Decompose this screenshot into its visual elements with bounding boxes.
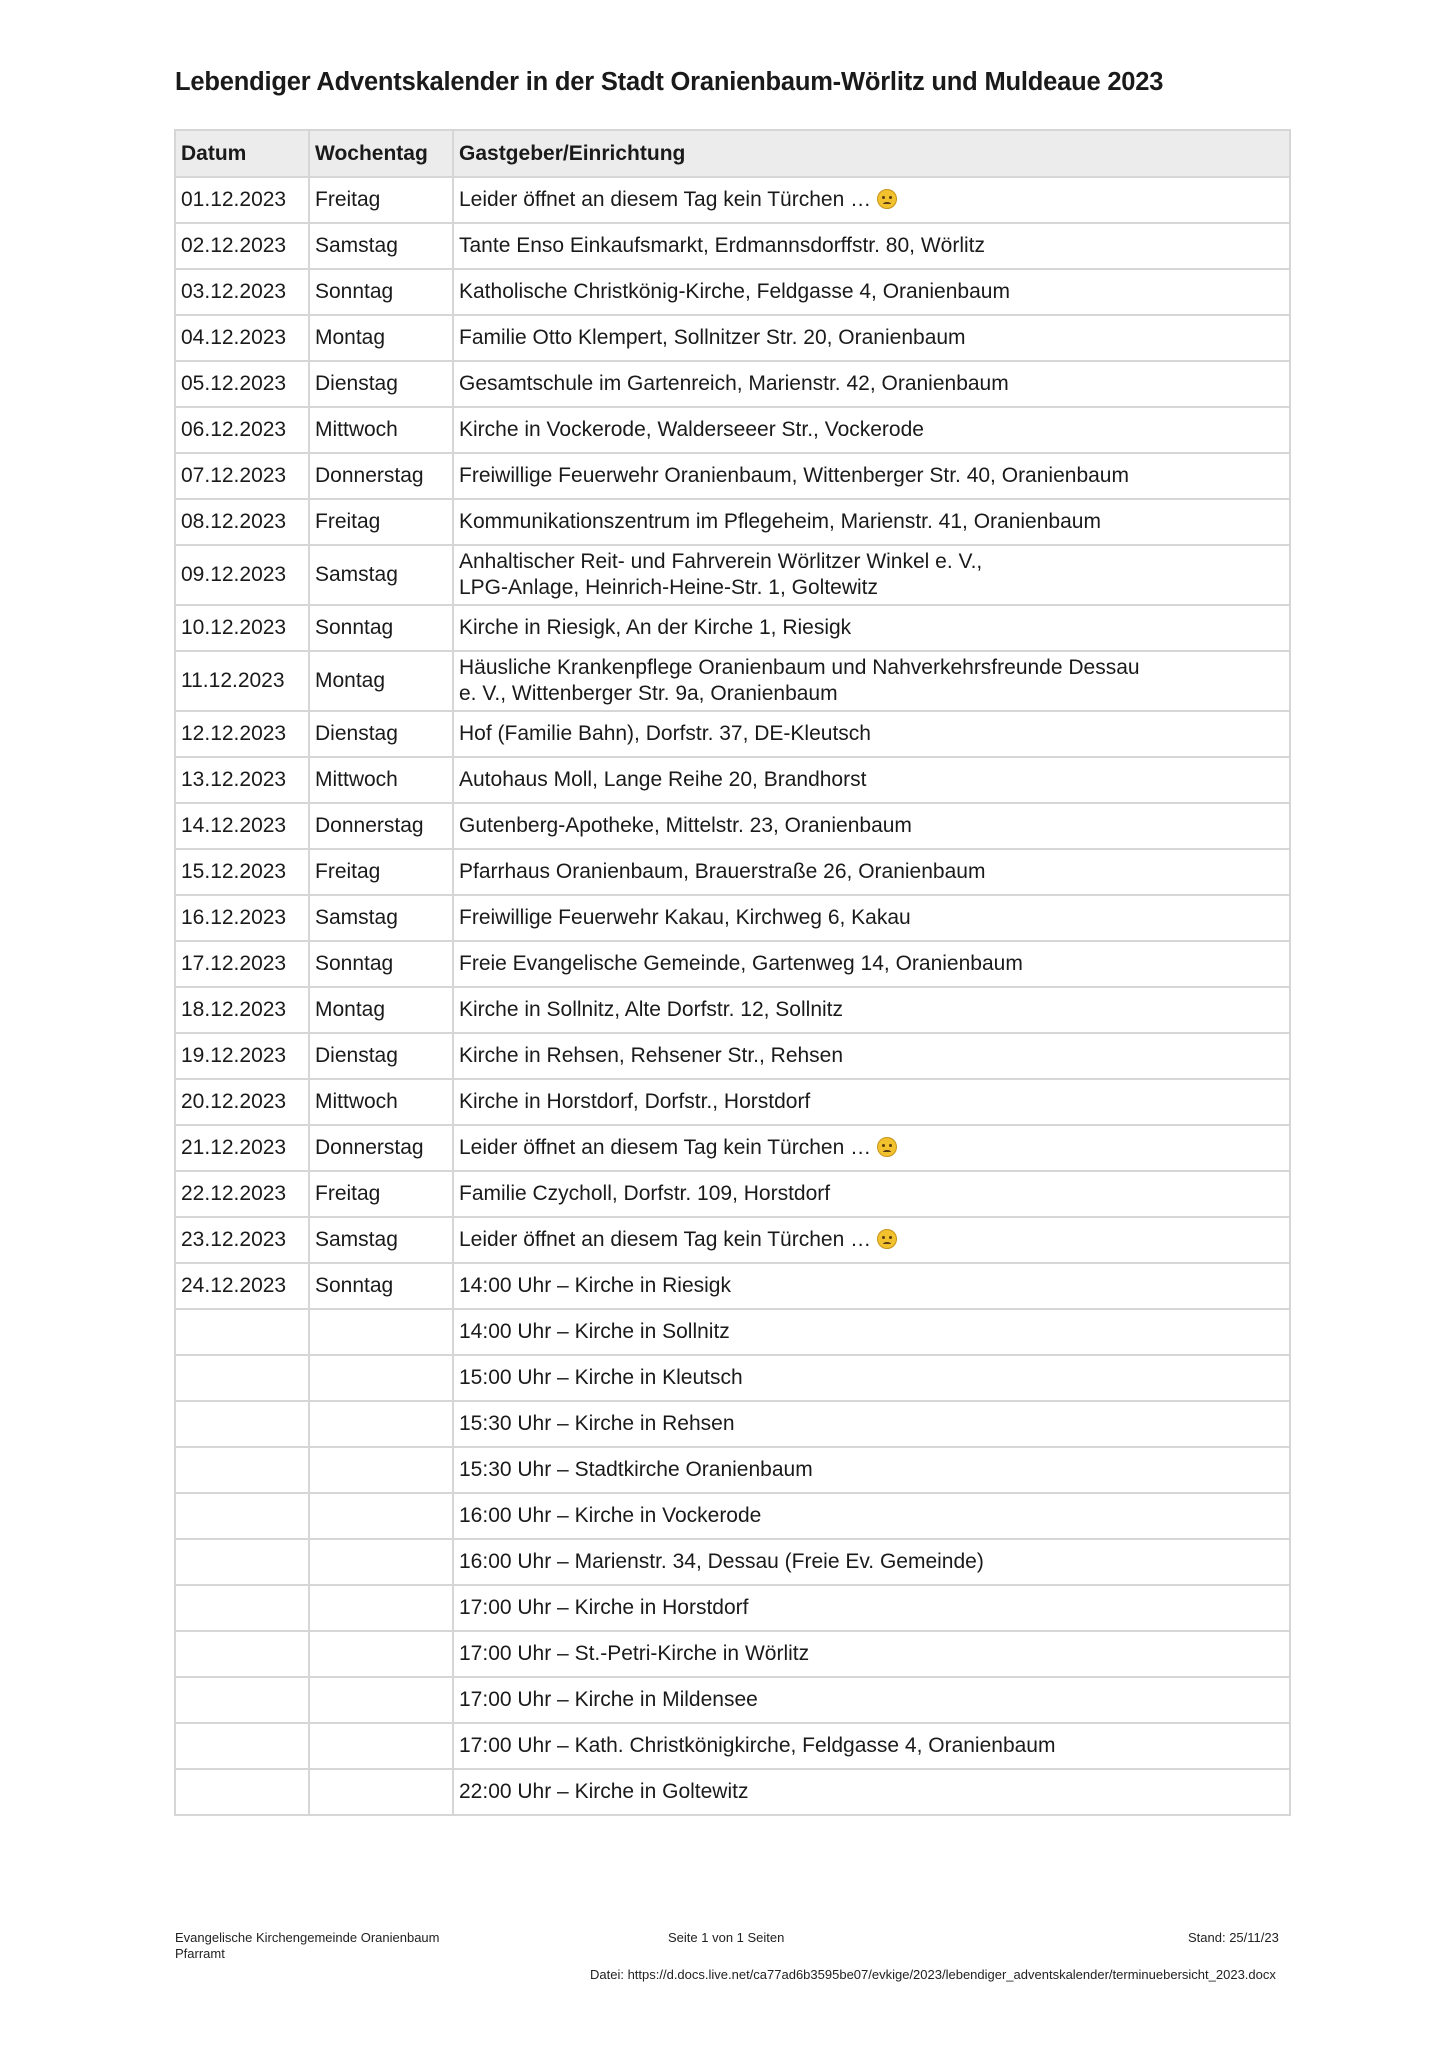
cell-weekday: Montag <box>309 315 453 361</box>
host-text: Pfarrhaus Oranienbaum, Brauerstraße 26, Oranienbaum <box>459 860 986 883</box>
cell-host <box>453 1677 1290 1723</box>
footer-status-date: Stand: 25/11/23 <box>1188 1930 1279 1945</box>
cell-date: 13.12.2023 <box>175 757 309 803</box>
cell-date: 24.12.2023 <box>175 1263 309 1309</box>
cell-host <box>453 1585 1290 1631</box>
cell-host <box>453 1309 1290 1355</box>
cell-host <box>453 1263 1290 1309</box>
cell-weekday: Samstag <box>309 545 453 605</box>
cell-date: 15.12.2023 <box>175 849 309 895</box>
table-header-row <box>175 130 1290 177</box>
cell-date: 14.12.2023 <box>175 803 309 849</box>
cell-host <box>453 803 1290 849</box>
cell-host <box>453 1125 1290 1171</box>
column-header-host: Gastgeber/Einrichtung <box>453 130 1290 177</box>
cell-weekday <box>309 1309 453 1355</box>
host-text: Hof (Familie Bahn), Dorfstr. 37, DE-Kleutsch <box>459 722 871 745</box>
table-row <box>175 1355 1290 1401</box>
host-text: Kirche in Riesigk, An der Kirche 1, Riesigk <box>459 616 852 639</box>
table-row <box>175 1079 1290 1125</box>
cell-date <box>175 1677 309 1723</box>
cell-weekday: Montag <box>309 987 453 1033</box>
cell-host <box>453 315 1290 361</box>
cell-date: 10.12.2023 <box>175 605 309 651</box>
cell-date <box>175 1539 309 1585</box>
cell-date: 12.12.2023 <box>175 711 309 757</box>
cell-host <box>453 361 1290 407</box>
cell-weekday: Freitag <box>309 177 453 223</box>
cell-weekday: Samstag <box>309 1217 453 1263</box>
cell-host <box>453 651 1290 711</box>
host-text: Kirche in Vockerode, Walderseeer Str., Vockerode <box>459 418 924 441</box>
cell-host <box>453 177 1290 223</box>
table-row <box>175 1033 1290 1079</box>
table-row <box>175 1585 1290 1631</box>
host-text: 17:00 Uhr – St.-Petri-Kirche in Wörlitz <box>459 1642 810 1665</box>
cell-host <box>453 1539 1290 1585</box>
cell-date <box>175 1723 309 1769</box>
table-row <box>175 453 1290 499</box>
cell-date: 09.12.2023 <box>175 545 309 605</box>
host-text-line2: LPG-Anlage, Heinrich-Heine-Str. 1, Goltewitz <box>459 576 879 599</box>
cell-weekday: Mittwoch <box>309 407 453 453</box>
cell-date <box>175 1309 309 1355</box>
cell-weekday <box>309 1585 453 1631</box>
table-row <box>175 499 1290 545</box>
table-row <box>175 1631 1290 1677</box>
table-row <box>175 407 1290 453</box>
sad-face-icon <box>877 189 897 209</box>
host-text: Leider öffnet an diesem Tag kein Türchen … <box>459 188 872 211</box>
cell-host <box>453 407 1290 453</box>
cell-date <box>175 1631 309 1677</box>
table-row <box>175 711 1290 757</box>
cell-weekday: Freitag <box>309 849 453 895</box>
host-text: Leider öffnet an diesem Tag kein Türchen … <box>459 1228 872 1251</box>
table-row <box>175 1125 1290 1171</box>
table-row <box>175 1401 1290 1447</box>
host-text: Anhaltischer Reit- und Fahrverein Wörlitzer Winkel e. V., <box>459 550 983 573</box>
cell-weekday <box>309 1677 453 1723</box>
cell-weekday <box>309 1769 453 1815</box>
host-text: 16:00 Uhr – Marienstr. 34, Dessau (Freie Ev. Gemeinde) <box>459 1550 984 1573</box>
host-text: Tante Enso Einkaufsmarkt, Erdmannsdorffstr. 80, Wörlitz <box>459 234 985 257</box>
host-text: 14:00 Uhr – Kirche in Riesigk <box>459 1274 731 1297</box>
cell-host <box>453 1217 1290 1263</box>
cell-host <box>453 987 1290 1033</box>
cell-weekday: Sonntag <box>309 605 453 651</box>
cell-host <box>453 1447 1290 1493</box>
cell-date <box>175 1493 309 1539</box>
cell-date: 16.12.2023 <box>175 895 309 941</box>
footer-organization <box>175 1930 440 1962</box>
table-row <box>175 223 1290 269</box>
table-row <box>175 803 1290 849</box>
table-body <box>175 177 1290 1815</box>
cell-date: 06.12.2023 <box>175 407 309 453</box>
host-text: 17:00 Uhr – Kath. Christkönigkirche, Feldgasse 4, Oranienbaum <box>459 1734 1056 1757</box>
table-row <box>175 1447 1290 1493</box>
host-text: Autohaus Moll, Lange Reihe 20, Brandhorst <box>459 768 867 791</box>
table-row <box>175 895 1290 941</box>
table-row <box>175 177 1290 223</box>
footer-org-name: Evangelische Kirchengemeinde Oranienbaum <box>175 1930 440 1945</box>
document-title: Lebendiger Adventskalender in der Stadt Oranienbaum-Wörlitz und Muldeaue 2023 <box>175 68 1164 96</box>
host-text: 16:00 Uhr – Kirche in Vockerode <box>459 1504 762 1527</box>
host-text: 15:30 Uhr – Stadtkirche Oranienbaum <box>459 1458 813 1481</box>
table-row <box>175 361 1290 407</box>
table-row <box>175 605 1290 651</box>
cell-date: 08.12.2023 <box>175 499 309 545</box>
cell-weekday <box>309 1447 453 1493</box>
cell-host <box>453 1723 1290 1769</box>
cell-weekday: Samstag <box>309 223 453 269</box>
cell-host <box>453 545 1290 605</box>
cell-date: 17.12.2023 <box>175 941 309 987</box>
cell-weekday: Dienstag <box>309 711 453 757</box>
cell-weekday <box>309 1493 453 1539</box>
cell-weekday <box>309 1355 453 1401</box>
table-row <box>175 1769 1290 1815</box>
table-row <box>175 269 1290 315</box>
cell-weekday: Freitag <box>309 499 453 545</box>
cell-weekday: Sonntag <box>309 1263 453 1309</box>
column-header-date: Datum <box>175 130 309 177</box>
host-text: Kirche in Rehsen, Rehsener Str., Rehsen <box>459 1044 844 1067</box>
cell-host <box>453 711 1290 757</box>
table-row <box>175 1309 1290 1355</box>
table-row <box>175 1263 1290 1309</box>
cell-host <box>453 1171 1290 1217</box>
host-text: Freie Evangelische Gemeinde, Gartenweg 14, Oranienbaum <box>459 952 1023 975</box>
footer-page-info: Seite 1 von 1 Seiten <box>668 1930 785 1945</box>
cell-date <box>175 1355 309 1401</box>
host-text: Familie Otto Klempert, Sollnitzer Str. 20, Oranienbaum <box>459 326 966 349</box>
cell-host <box>453 1631 1290 1677</box>
host-text: Freiwillige Feuerwehr Kakau, Kirchweg 6, Kakau <box>459 906 911 929</box>
cell-host <box>453 1355 1290 1401</box>
cell-weekday: Donnerstag <box>309 803 453 849</box>
cell-date: 02.12.2023 <box>175 223 309 269</box>
cell-host <box>453 1033 1290 1079</box>
table-row <box>175 1217 1290 1263</box>
host-text: 15:30 Uhr – Kirche in Rehsen <box>459 1412 735 1435</box>
cell-weekday: Mittwoch <box>309 757 453 803</box>
cell-weekday: Sonntag <box>309 941 453 987</box>
table-row <box>175 1171 1290 1217</box>
host-text: Freiwillige Feuerwehr Oranienbaum, Wittenberger Str. 40, Oranienbaum <box>459 464 1129 487</box>
cell-date: 18.12.2023 <box>175 987 309 1033</box>
cell-weekday <box>309 1631 453 1677</box>
cell-date <box>175 1769 309 1815</box>
table-row <box>175 1493 1290 1539</box>
host-text: 15:00 Uhr – Kirche in Kleutsch <box>459 1366 743 1389</box>
cell-weekday: Donnerstag <box>309 453 453 499</box>
column-header-weekday: Wochentag <box>309 130 453 177</box>
cell-host <box>453 895 1290 941</box>
sad-face-icon <box>877 1137 897 1157</box>
cell-date: 03.12.2023 <box>175 269 309 315</box>
table-row <box>175 849 1290 895</box>
table-row <box>175 315 1290 361</box>
cell-weekday: Donnerstag <box>309 1125 453 1171</box>
table-row <box>175 545 1290 605</box>
cell-weekday <box>309 1539 453 1585</box>
cell-date: 22.12.2023 <box>175 1171 309 1217</box>
cell-host <box>453 223 1290 269</box>
host-text: 17:00 Uhr – Kirche in Mildensee <box>459 1688 758 1711</box>
table-row <box>175 1539 1290 1585</box>
host-text: Gesamtschule im Gartenreich, Marienstr. 42, Oranienbaum <box>459 372 1009 395</box>
host-text: Katholische Christkönig-Kirche, Feldgasse 4, Oranienbaum <box>459 280 1010 303</box>
cell-date: 19.12.2023 <box>175 1033 309 1079</box>
cell-date: 05.12.2023 <box>175 361 309 407</box>
cell-host <box>453 1079 1290 1125</box>
host-text: 17:00 Uhr – Kirche in Horstdorf <box>459 1596 749 1619</box>
cell-date: 23.12.2023 <box>175 1217 309 1263</box>
cell-date <box>175 1447 309 1493</box>
host-text: Leider öffnet an diesem Tag kein Türchen … <box>459 1136 872 1159</box>
cell-date <box>175 1401 309 1447</box>
sad-face-icon <box>877 1229 897 1249</box>
cell-host <box>453 1769 1290 1815</box>
footer-file-path: Datei: https://d.docs.live.net/ca77ad6b3595be07/evkige/2023/lebendiger_adventskalender/terminuebersicht_2023.docx <box>590 1967 1276 1982</box>
table-row <box>175 651 1290 711</box>
host-text: Familie Czycholl, Dorfstr. 109, Horstdorf <box>459 1182 831 1205</box>
host-text: Gutenberg-Apotheke, Mittelstr. 23, Oranienbaum <box>459 814 912 837</box>
host-text: Kirche in Horstdorf, Dorfstr., Horstdorf <box>459 1090 811 1113</box>
cell-host <box>453 757 1290 803</box>
cell-weekday: Montag <box>309 651 453 711</box>
advent-calendar-table <box>174 129 1291 1816</box>
cell-host <box>453 453 1290 499</box>
cell-weekday: Freitag <box>309 1171 453 1217</box>
table-row <box>175 987 1290 1033</box>
host-text: 14:00 Uhr – Kirche in Sollnitz <box>459 1320 730 1343</box>
host-text-line2: e. V., Wittenberger Str. 9a, Oranienbaum <box>459 682 838 705</box>
table-row <box>175 757 1290 803</box>
cell-host <box>453 499 1290 545</box>
table-row <box>175 1677 1290 1723</box>
cell-weekday: Sonntag <box>309 269 453 315</box>
cell-date: 20.12.2023 <box>175 1079 309 1125</box>
table-row <box>175 941 1290 987</box>
cell-weekday <box>309 1723 453 1769</box>
footer-org-office: Pfarramt <box>175 1946 225 1961</box>
cell-host <box>453 1493 1290 1539</box>
host-text: Kommunikationszentrum im Pflegeheim, Marienstr. 41, Oranienbaum <box>459 510 1101 533</box>
host-text: Häusliche Krankenpflege Oranienbaum und Nahverkehrsfreunde Dessau <box>459 656 1140 679</box>
host-text: Kirche in Sollnitz, Alte Dorfstr. 12, Sollnitz <box>459 998 843 1021</box>
cell-host <box>453 941 1290 987</box>
cell-date: 11.12.2023 <box>175 651 309 711</box>
cell-host <box>453 1401 1290 1447</box>
host-text: 22:00 Uhr – Kirche in Goltewitz <box>459 1780 749 1803</box>
cell-weekday: Mittwoch <box>309 1079 453 1125</box>
cell-host <box>453 849 1290 895</box>
cell-weekday <box>309 1401 453 1447</box>
cell-date: 21.12.2023 <box>175 1125 309 1171</box>
cell-weekday: Dienstag <box>309 1033 453 1079</box>
cell-date: 07.12.2023 <box>175 453 309 499</box>
cell-host <box>453 605 1290 651</box>
cell-date: 01.12.2023 <box>175 177 309 223</box>
cell-host <box>453 269 1290 315</box>
cell-weekday: Dienstag <box>309 361 453 407</box>
cell-date <box>175 1585 309 1631</box>
cell-weekday: Samstag <box>309 895 453 941</box>
table-row <box>175 1723 1290 1769</box>
cell-date: 04.12.2023 <box>175 315 309 361</box>
